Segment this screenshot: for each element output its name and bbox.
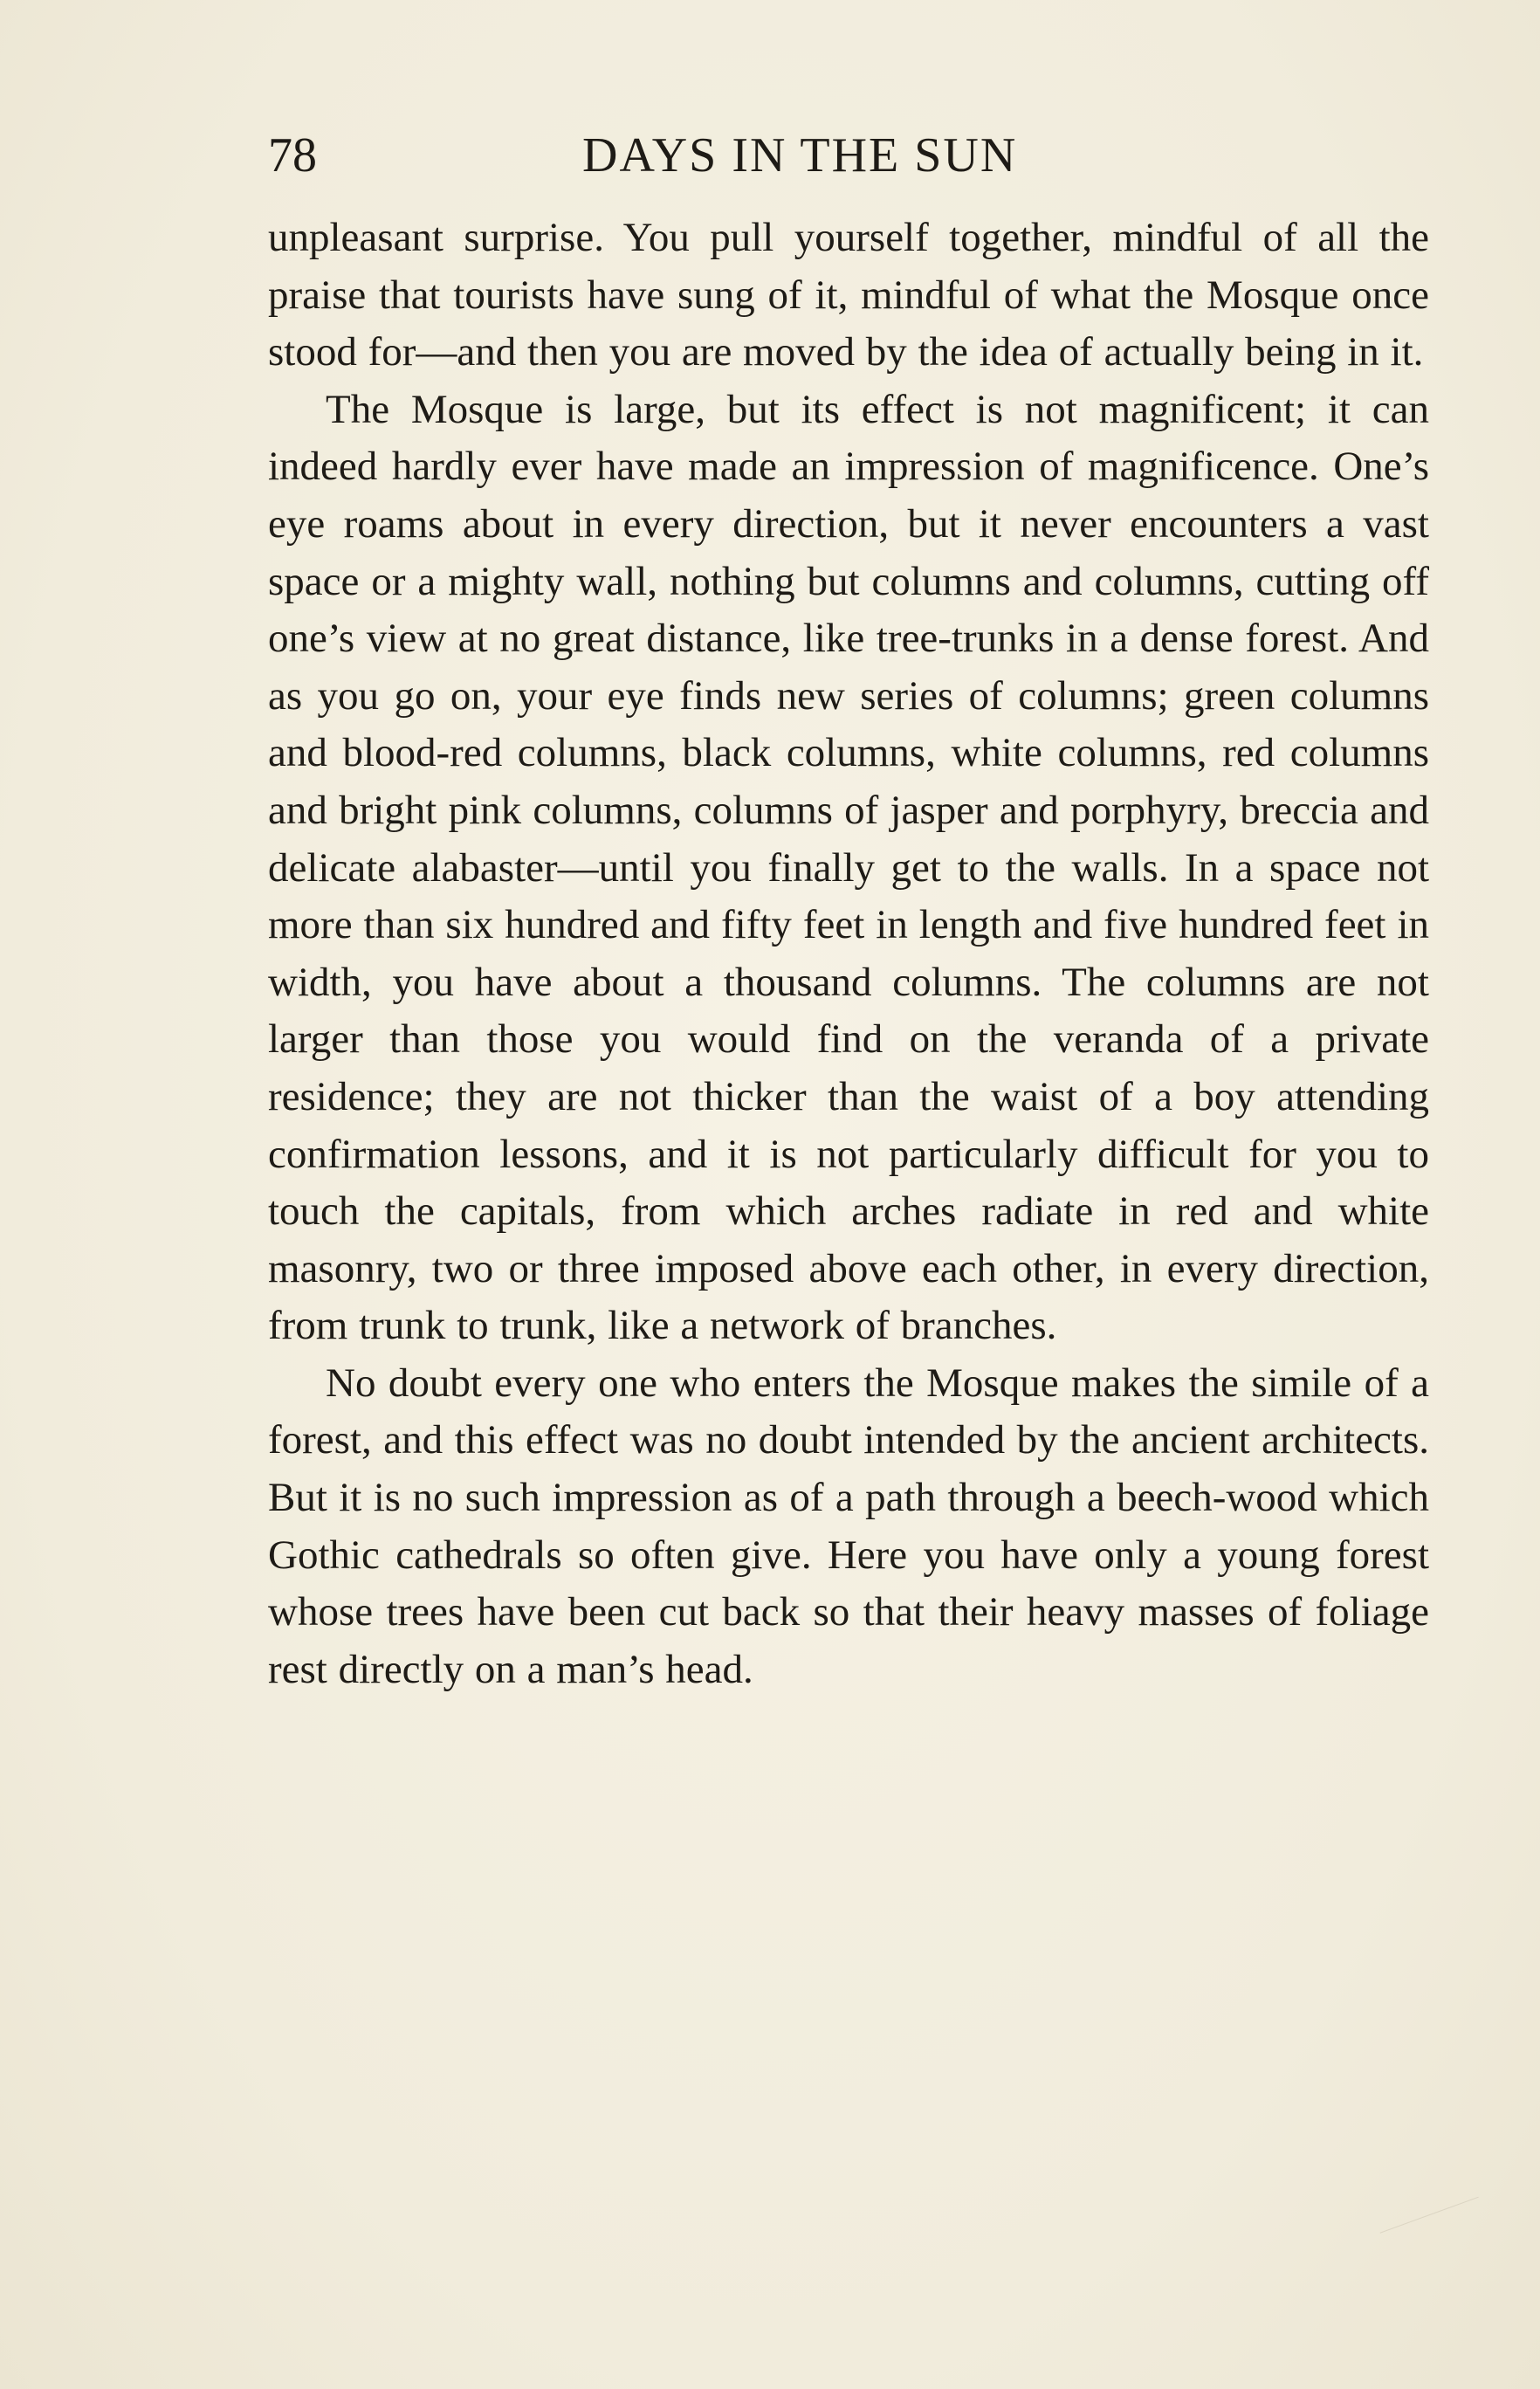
page-number: 78	[268, 128, 317, 182]
paragraph: No doubt every one who enters the Mosque makes the simile of a forest, and this effect was no doubt intended by the ancient architects. But it is no such impression as of a path through a beech-wood which Gothic cathedrals so often give. Here you have only a young forest whose trees have been cut back so that their heavy masses of foliage rest directly on a man’s head.	[268, 1360, 1429, 1692]
paragraph: The Mosque is large, but its effect is not magnificent; it can indeed hardly ever have made an impression of magnificence. One’s eye roams about in every direction, but it never encounters a vast space or a mighty wall, nothing but columns and columns, cutting off one’s view at no great distance, like tree-trunks in a dense forest. And as you go on, your eye finds new series of columns; green columns and blood-red columns, black columns, white columns, red columns and bright pink columns, columns of jasper and porphyry, breccia and delicate alabaster—until you finally get to the walls. In a space not more than six hundred and fifty feet in length and five hundred feet in width, you have about a thousand columns. The columns are not larger than those you would find on the veranda of a private residence; they are not thicker than the waist of a boy attending confirmation lessons, and it is not particularly difficult for you to touch the capitals, from which arches radiate in red and white masonry, two or three imposed above each other, in every direction, from trunk to trunk, like a network of branches.	[268, 386, 1429, 1349]
running-title: DAYS IN THE SUN	[582, 128, 1018, 182]
running-head	[268, 120, 1429, 190]
body-text	[268, 210, 1429, 1698]
page-mark	[1380, 2197, 1491, 2267]
paragraph-continued: unpleasant surprise. You pull yourself together, mindful of all the praise that tourists have sung of it, mindful of what the Mosque once stood for—and then you are moved by the idea of actually being in it.	[268, 215, 1429, 375]
